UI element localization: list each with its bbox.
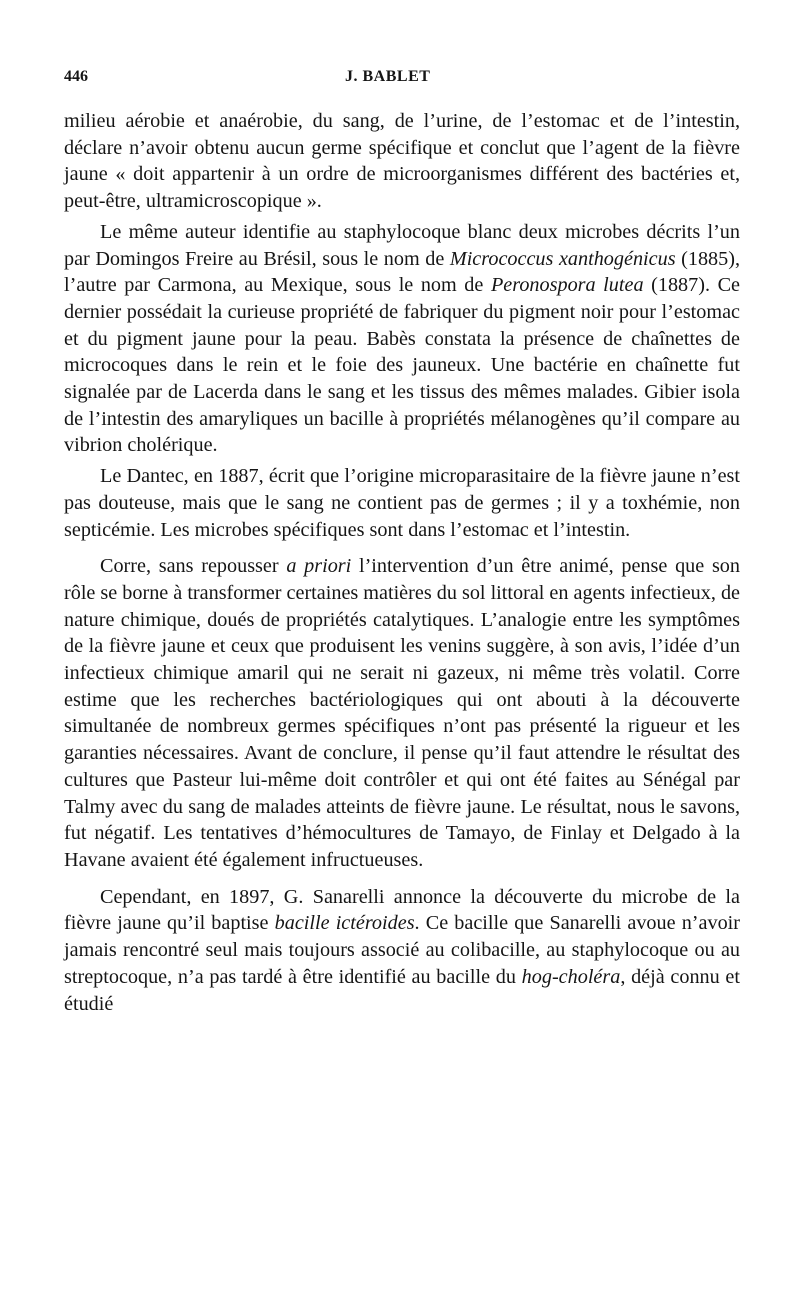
running-head-author: J. BABLET [345,68,431,85]
paragraph [64,219,740,459]
italic-species-name: Micrococcus xanthogénicus [449,247,676,270]
text-segment: Corre, sans repousser [100,555,287,578]
page-header [64,68,740,92]
text-segment: (1887). Ce dernier possédait la curieuse propriété de fabriquer du pigment noir pour l’estomac et du pigment jaune pour la peau. Babès constata la présence de chaînettes de microcoques dans le rein et le foie des jauneux. Une bactérie en chaînette fut signalée par de Lacerda dans le sang et les tissus des mêmes malades. Gibier isola de l’intestin des amaryliques un bacille à propriétés mélanogènes qu’il compare au vibrion cholérique. [64,274,741,457]
italic-disease-name: hog-choléra [521,965,621,988]
text-segment: , déjà connu et étudié [64,965,740,1015]
italic-species-name: Peronospora lutea [490,274,644,297]
italic-phrase: a priori [286,555,352,578]
text-segment: . Ce bacille que Sanarelli avoue n’avoir jamais rencontré seul mais toujours associé au colibacille, au staphylocoque ou au streptocoque, n’a pas tardé à être identifié au bacille du [64,912,740,988]
text-segment: milieu aérobie et anaérobie, du sang, de l’urine, de l’estomac et de l’intestin, déclare n’avoir obtenu aucun germe spécifique et conclut que l’agent de la fièvre jaune « doit appartenir à un ordre de microorganismes différent des bactéries et, peut-être, ultramicroscopique ». [64,110,740,213]
page-number: 446 [64,68,88,85]
italic-species-name: bacille ictéroides [274,912,415,935]
paragraph [64,553,740,873]
paragraph [64,463,740,543]
text-segment: Le Dantec, en 1887, écrit que l’origine microparasitaire de la fièvre jaune n’est pas douteuse, mais que le sang ne contient pas de germes ; il y a toxhémie, non septicémie. Les microbes spécifiques sont dans l’estomac et l’intestin. [64,465,740,541]
text-segment: Cependant, en 1897, G. Sanarelli annonce la découverte du microbe de la fièvre jaune qu’il baptise [64,885,740,935]
text-segment: l’intervention d’un être animé, pense que son rôle se borne à transformer certaines matières du sol littoral en agents infectieux, de nature chimique, doués de propriétés catalytiques. L’analogie entre les symptômes de la fièvre jaune et ceux que produisent les venins suggère, à son avis, l’idée d’un infectieux chimique amaril qui ne serait ni gazeux, ni même très volatil. Corre estime que les recherches bactériologiques qui ont abouti à la découverte simultanée de nombreux germes spécifiques n’ont pas présenté la rigueur et les garanties nécessaires. Avant de conclure, il pense qu’il faut attendre le résultat des cultures que Pasteur lui-même doit contrôler et qui ont été faites au Sénégal par Talmy avec du sang de malades atteints de fièvre jaune. Le résultat, nous le savons, fut négatif. Les tentatives d’hémocultures de Tamayo, de Finlay et Delgado à la Havane avaient été également infructueuses. [64,555,741,871]
paragraph [64,884,740,1018]
text-segment: Le même auteur identifie au staphylocoque blanc deux microbes décrits l’un par Domingos Freire au Brésil, sous le nom de [64,220,740,270]
body-text [64,108,740,1017]
text-segment: (1885), l’autre par Carmona, au Mexique, sous le nom de [64,247,740,297]
paragraph-continued [64,108,740,215]
